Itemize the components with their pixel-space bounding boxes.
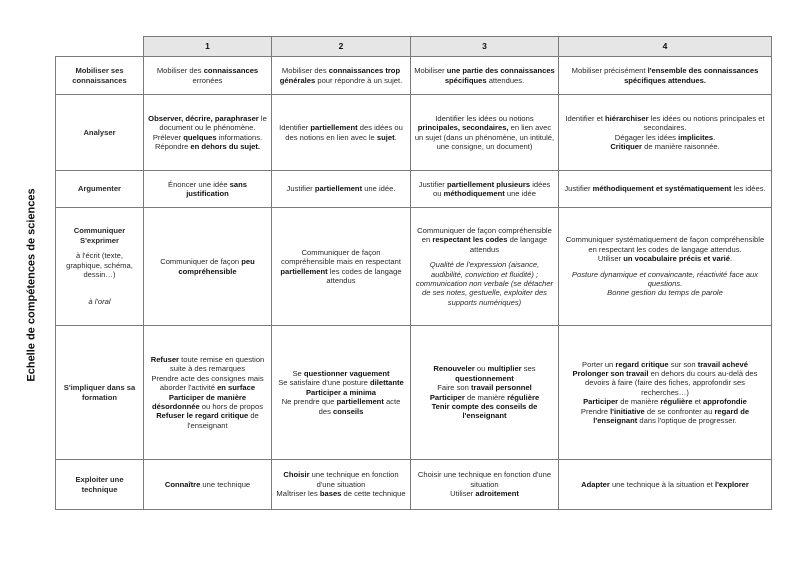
cell-level-2: Justifier partiellement une idée. — [272, 171, 411, 208]
row-exploiter — [56, 460, 772, 510]
row-analyser — [56, 95, 772, 171]
cell-level-3: Identifier les idées ou notions principales, secondaires, en lien avec un sujet (dans un phénomène, un intitulé, une consigne, un document) — [411, 95, 559, 171]
cell-level-3: Justifier partiellement plusieurs idées ou méthodiquement une idée — [411, 171, 559, 208]
cell-level-2: Identifier partiellement des idées ou des notions en lien avec le sujet. — [272, 95, 411, 171]
cell-level-1: Connaître une technique — [144, 460, 272, 510]
row-mobiliser — [56, 57, 772, 95]
column-header-3: 3 — [411, 37, 559, 57]
cell-level-2: Mobiliser des connaissances trop générales pour répondre à un sujet. — [272, 57, 411, 95]
row-argumenter — [56, 171, 772, 208]
cell-level-4: Adapter une technique à la situation et l'explorer — [559, 460, 772, 510]
header-blank — [56, 37, 144, 57]
cell-level-4: Identifier et hiérarchiser les idées ou notions principales et secondaires. Dégager les idées implicites. Critiquer de manière raisonnée. — [559, 95, 772, 171]
column-header-2: 2 — [272, 37, 411, 57]
row-label: Exploiter une technique — [56, 460, 144, 510]
cell-level-4: Porter un regard critique sur son travail achevé Prolonger son travail en dehors du cours au-delà des devoirs à faire (faire des fiches, approfondir ses recherches…) Participer de manière régulière et approfondie Prendre l'initiative de se confronter au regard de l'enseignant dans l'optique de progresser. — [559, 326, 772, 460]
cell-level-2: Choisir une technique en fonction d'une situation Maîtriser les bases de cette technique — [272, 460, 411, 510]
row-label: Argumenter — [56, 171, 144, 208]
cell-level-1: Mobiliser des connaissances erronées — [144, 57, 272, 95]
cell-level-3: Renouveler ou multiplier ses questionnement Faire son travail personnel Participer de manière régulière Tenir compte des conseils de l'enseignant — [411, 326, 559, 460]
cell-level-4: Mobiliser précisément l'ensemble des connaissances spécifiques attendues. — [559, 57, 772, 95]
row-label: S'impliquer dans sa formation — [56, 326, 144, 460]
cell-level-2: Communiquer de façon compréhensible mais en respectant partiellement les codes de langage attendus — [272, 208, 411, 326]
row-communiquer — [56, 208, 772, 326]
cell-level-2: Se questionner vaguement Se satisfaire d'une posture dilettante Participer a minima Ne prendre que partiellement acte des conseils — [272, 326, 411, 460]
row-label: Communiquer S'exprimer à l'écrit (texte, graphique, schéma, dessin…) à l'oral — [56, 208, 144, 326]
cell-level-4: Communiquer systématiquement de façon compréhensible en respectant les codes de langage attendus. Utiliser un vocabulaire précis et varié. Posture dynamique et convaincante, réactivité face aux questions. Bonne gestion du temps de parole — [559, 208, 772, 326]
cell-level-4: Justifier méthodiquement et systématiquement les idées. — [559, 171, 772, 208]
header-row — [56, 37, 772, 57]
column-header-1: 1 — [144, 37, 272, 57]
cell-level-1: Énoncer une idée sans justification — [144, 171, 272, 208]
cell-level-3: Communiquer de façon compréhensible en respectant les codes de langage attendus Qualité de l'expression (aisance, audibilité, conviction et fluidité) ; communication non verbale (se détacher de ses notes, gestuelle, exploiter des supports numériques) — [411, 208, 559, 326]
side-title: Echelle de compétences de sciences — [26, 188, 38, 382]
row-impliquer — [56, 326, 772, 460]
row-label: Mobiliser ses connaissances — [56, 57, 144, 95]
cell-level-1: Communiquer de façon peu compréhensible — [144, 208, 272, 326]
cell-level-1: Refuser toute remise en question suite à des remarques Prendre acte des consignes mais aborder l'activité en surface Participer de manière désordonnée ou hors de propos Refuser le regard critique de l'enseignant — [144, 326, 272, 460]
cell-level-1: Observer, décrire, paraphraser le document ou le phénomène. Prélever quelques informations. Répondre en dehors du sujet. — [144, 95, 272, 171]
cell-level-3: Mobiliser une partie des connaissances spécifiques attendues. — [411, 57, 559, 95]
competency-grid — [55, 36, 772, 510]
row-label: Analyser — [56, 95, 144, 171]
cell-level-3: Choisir une technique en fonction d'une situation Utiliser adroitement — [411, 460, 559, 510]
column-header-4: 4 — [559, 37, 772, 57]
